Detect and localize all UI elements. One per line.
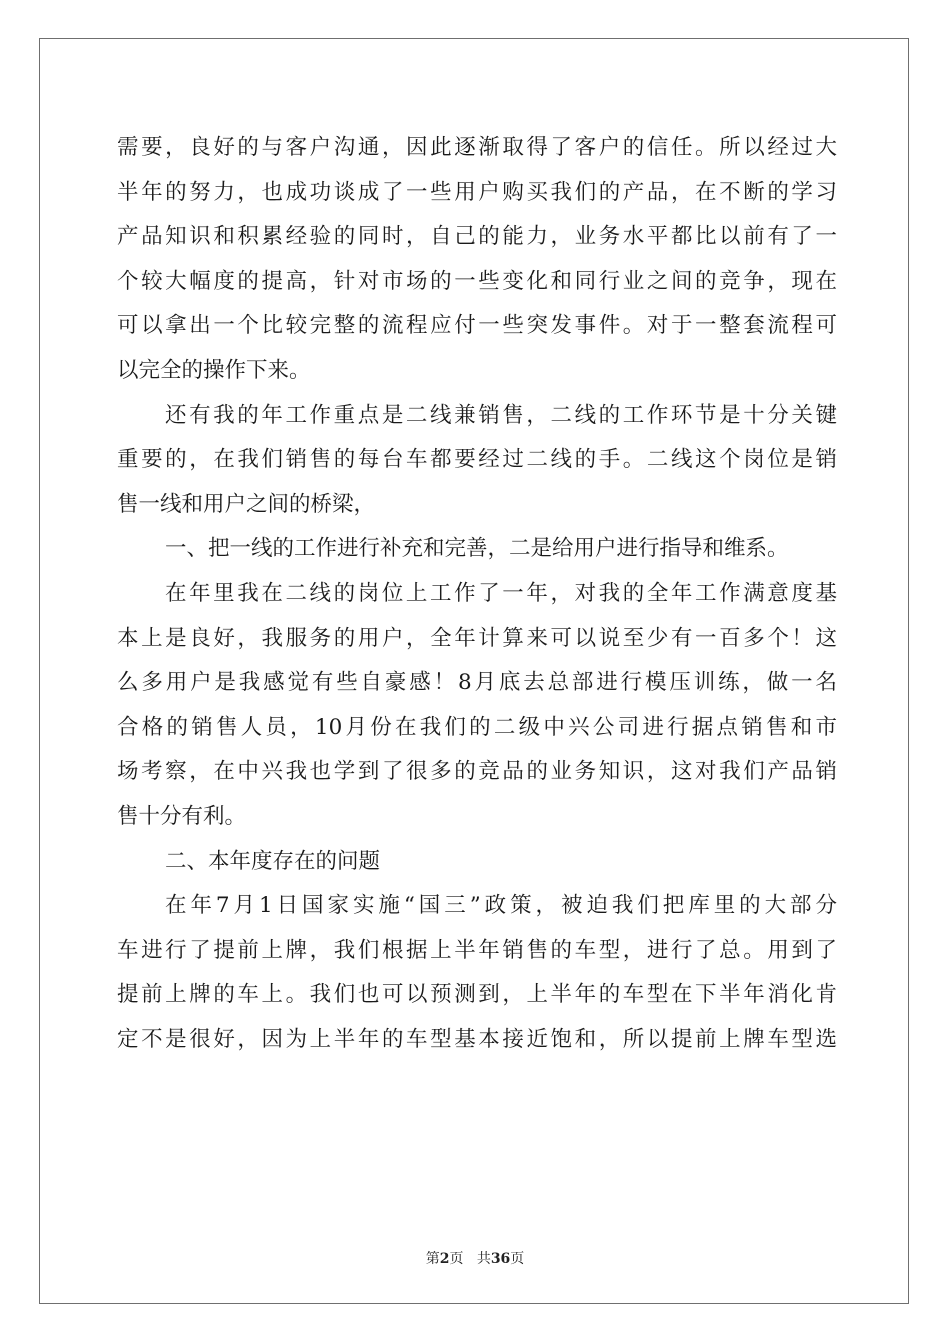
- text-line: 合格的销售人员，10月份在我们的二级中兴公司进行据点销售和市: [117, 714, 837, 740]
- text-line: 个较大幅度的提高，针对市场的一些变化和同行业之间的竞争，现在: [117, 268, 837, 294]
- text-line: 半年的努力，也成功谈成了一些用户购买我们的产品，在不断的学习: [117, 179, 837, 205]
- text-line: 提前上牌的车上。我们也可以预测到，上半年的车型在下半年消化肯: [117, 982, 837, 1008]
- text-line: 在年7月1日国家实施“国三”政策，被迫我们把库里的大部分: [165, 893, 837, 919]
- total-suffix: 页: [510, 1251, 525, 1267]
- section-heading: 二、本年度存在的问题: [165, 848, 381, 874]
- text-line: 重要的，在我们销售的每台车都要经过二线的手。二线这个岗位是销: [117, 447, 837, 473]
- total-prefix: 共: [476, 1251, 491, 1267]
- page-prefix: 第: [425, 1251, 440, 1267]
- text-line: 还有我的年工作重点是二线兼销售，二线的工作环节是十分关键: [165, 402, 837, 428]
- text-line: 本上是良好，我服务的用户，全年计算来可以说至少有一百多个！这: [117, 625, 837, 651]
- text-line: 一、把一线的工作进行补充和完善，二是给用户进行指导和维系。: [165, 536, 789, 562]
- document-body: [117, 126, 837, 1062]
- text-line: 可以拿出一个比较完整的流程应付一些突发事件。对于一整套流程可: [117, 313, 837, 339]
- text-line: 在年里我在二线的岗位上工作了一年，对我的全年工作满意度基: [165, 580, 837, 606]
- text-line: 售一线和用户之间的桥梁，: [117, 491, 376, 517]
- text-line: 定不是很好，因为上半年的车型基本接近饱和，所以提前上牌车型选: [117, 1026, 837, 1052]
- page-number: 2: [439, 1251, 450, 1267]
- text-line: 需要，良好的与客户沟通，因此逐渐取得了客户的信任。所以经过大: [117, 135, 837, 160]
- text-line: 么多用户是我感觉有些自豪感！8月底去总部进行模压训练，做一名: [117, 670, 837, 696]
- page-footer: [0, 1248, 950, 1268]
- text-line: 售十分有利。: [117, 803, 247, 829]
- page-suffix: 页: [449, 1251, 464, 1267]
- text-line: 产品知识和积累经验的同时，自己的能力，业务水平都比以前有了一: [117, 224, 837, 250]
- text-line: 以完全的操作下来。: [117, 357, 311, 383]
- text-line: 车进行了提前上牌，我们根据上半年销售的车型，进行了总。用到了: [117, 937, 837, 963]
- text-line: 场考察，在中兴我也学到了很多的竞品的业务知识，这对我们产品销: [117, 759, 837, 785]
- total-pages: 36: [490, 1251, 511, 1267]
